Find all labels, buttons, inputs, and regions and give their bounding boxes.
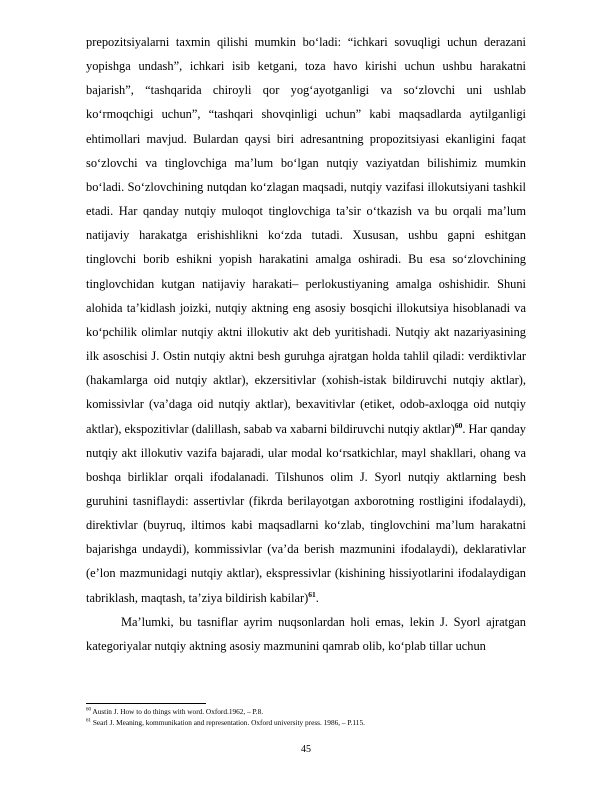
paragraph-2: Ma’lumki, bu tasniflar ayrim nuqsonlardan holi emas, lekin J. Syorl ajratgan kategoriyalar nutqiy aktning asosiy mazmunini qamrab olib, ko‘plab tillar uchun	[86, 614, 526, 653]
paragraph-1	[86, 30, 526, 610]
footnotes-section	[86, 703, 526, 728]
footnote-60	[86, 706, 526, 717]
footnote-61	[86, 717, 526, 728]
footnote-ref-61[interactable]: 61	[308, 589, 316, 599]
page-number: 45	[301, 744, 311, 755]
footnote-text: Austin J. How to do things with word. Oxford.1962, – P.8.	[91, 707, 264, 716]
paragraph-1-text-a: prepozitsiyalarni taxmin qilishi mumkin bo‘ladi: “ichkari sovuqligi uchun derazani yopishga undash”, ichkari isib ketgani, toza havo kirishi uchun ushbu harakatni bajarish”, “tashqarida chiroyli qor yog‘ayotganligi va so‘zlovchi uni ushlab ko‘rmoqchigi uchun”, “tashqari shovqinligi uchun” kabi maqsadlarda aytilganligi ehtimollari mavjud. Bulardan qaysi biri adresantning propozitsiyasi ekanligini faqat so‘zlovchi va tinglovchiga ma’lum bo‘lgan nutqiy vaziyatdan bilishimiz mumkin bo‘ladi. So‘zlovchining nutqdan ko‘zlagan maqsadi, nutqiy vazifasi illokutsiyani tashkil etadi. Har qanday nutqiy muloqot tinglovchiga ta’sir o‘tkazish va bu orqali ma’lum natijaviy harakatga erishishlikni ko‘zda tutadi. Xususan, ushbu gapni eshitgan tinglovchi borib eshikni yopish harakatini amalga oshiradi. Bu esa so‘zlovchining tinglovchidan kutgan natijaviy harakati– perlokustiyaning amalga oshishidir. Shuni alohida ta’kidlash joizki, nutqiy aktning eng asosiy bosqichi illokutsiya hisoblanadi va ko‘pchilik olimlar nutqiy aktni illokutiv akt deb yuritishadi. Nutqiy akt nazariyasining ilk asoschisi J. Ostin nutqiy aktni besh guruhga ajratgan holda tahlil qiladi: verdiktivlar (hakamlarga oid nutqiy aktlar), ekzersitivlar (xohish-istak bildiruvchi nutqiy aktlar), komissivlar (va’daga oid nutqiy aktlar), bexavitivlar (etiket, odob-axloqga oid nutqiy aktlar), ekspozitivlar (dalillash, sabab va xabarni bildiruvchi nutqiy aktlar)	[86, 35, 526, 436]
footnote-ref-60[interactable]: 60	[454, 420, 463, 430]
paragraph-1-text-b: . Har qanday nutqiy akt illokutiv vazifa bajaradi, ular modal ko‘rsatkichlar, mayl shakllari, ohang va boshqa birliklar orqali ifodalanadi. Tilshunos olim J. Syorl nutqiy aktlarning besh guruhini tasniflaydi: assertivlar (fikrda berilayotgan axborotning rostligini ifodalaydi), direktivlar (buyruq, iltimos kabi maqsadlarni ko‘zlab, tinglovchini ma’lum harakatni bajarishga undaydi), kommissivlar (va’da berish mazmunini ifodalaydi), deklarativlar (e’lon mazmunidagi nutqiy aktlar), ekspressivlar (kishining hissiyotlarini ifodalaydigan tabriklash, maqtash, ta’ziya bildirish kabilar)	[86, 421, 527, 605]
page-body	[86, 30, 526, 658]
paragraph-1-text-c: .	[315, 590, 319, 605]
footnote-number: 61	[86, 718, 91, 724]
footnote-number: 60	[86, 707, 91, 713]
footnote-text: Searl J. Meaning, kommunikation and representation. Oxford university press. 1986, – P.115.	[91, 718, 365, 727]
footnote-divider	[86, 703, 206, 704]
